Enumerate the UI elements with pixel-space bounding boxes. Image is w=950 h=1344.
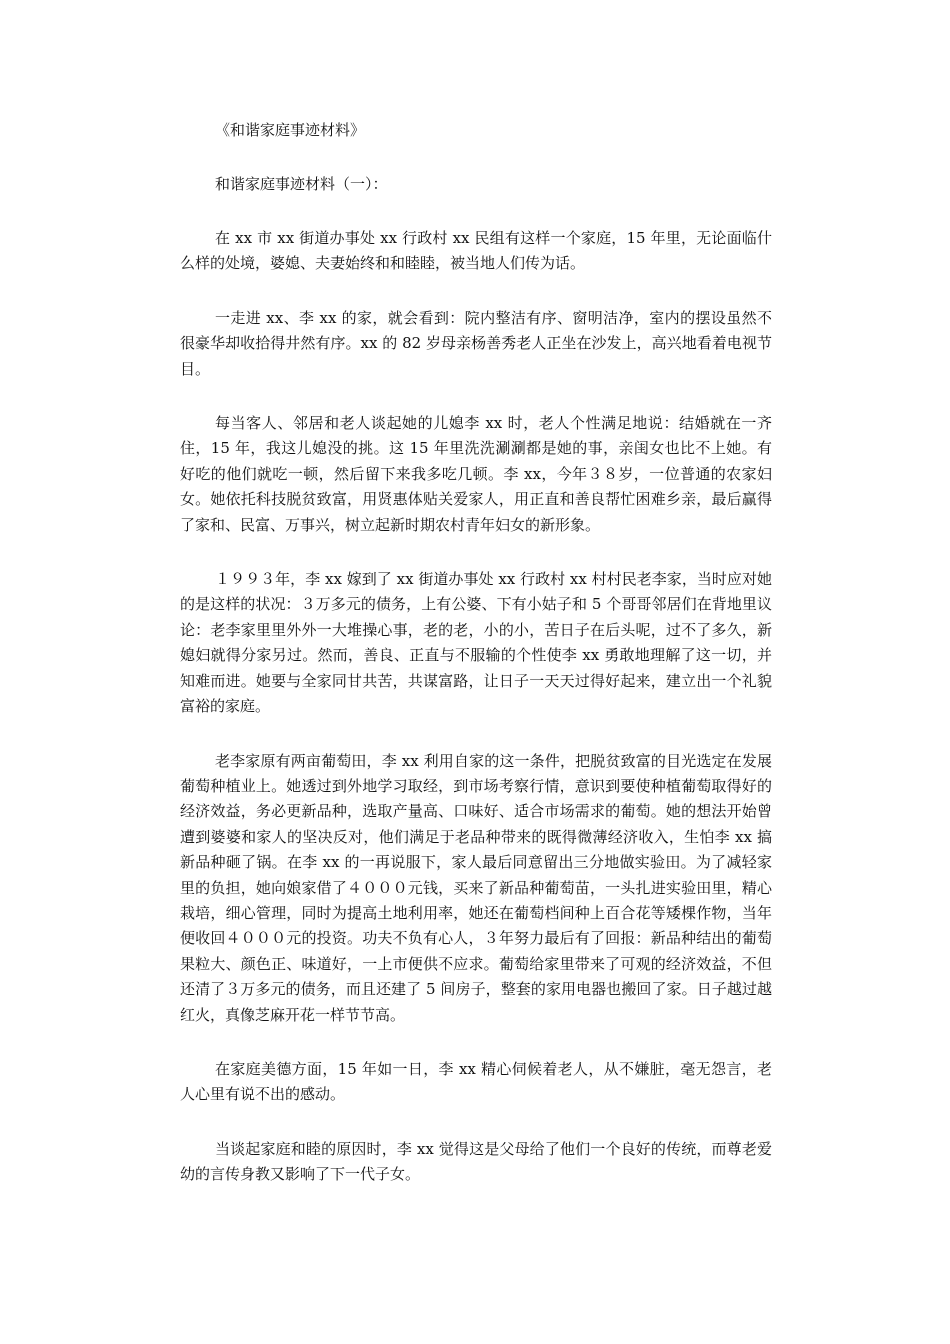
paragraph-5: 老李家原有两亩葡萄田，李 xx 利用自家的这一条件，把脱贫致富的目光选定在发展葡萄种植业上。她透过到外地学习取经，到市场考察行情，意识到要使种植葡萄取得好的经济效益，务必更新品种，选取产量高、口味好、适合市场需求的葡萄。她的想法开始曾遭到婆婆和家人的坚决反对，他们满足于老品种带来的既得微薄经济收入，生怕李 xx 搞新品种砸了锅。在李 xx 的一再说服下，家人最后同意留出三分地做实验田。为了减轻家里的负担，她向娘家借了４０００元钱，买来了新品种葡萄苗，一头扎进实验田里，精心栽培，细心管理，同时为提高土地利用率，她还在葡萄档间种上百合花等矮棵作物，当年便收回４０００元的投资。功夫不负有心人，３年努力最后有了回报：新品种结出的葡萄果粒大、颜色正、味道好，一上市便供不应求。葡萄给家里带来了可观的经济效益，不但还清了３万多元的债务，而且还建了 5 间房子，整套的家用电器也搬回了家。日子越过越红火，真像芝麻开花一样节节高。 <box>180 751 772 1024</box>
document-title: 《和谐家庭事迹材料》 <box>215 121 366 139</box>
paragraph-3: 每当客人、邻居和老人谈起她的儿媳李 xx 时，老人个性满足地说：结婚就在一齐住，15 年，我这儿媳没的挑。这 15 年里洗洗涮涮都是她的事，亲闺女也比不上她。有好吃的他们就吃一顿，然后留下来我多吃几顿。李 xx，今年３８岁，一位普通的农家妇女。她依托科技脱贫致富，用贤惠体贴关爱家人，用正直和善良帮忙困难乡亲，最后赢得了家和、民富、万事兴，树立起新时期农村青年妇女的新形象。 <box>180 414 772 534</box>
paragraph-4: １９９３年，李 xx 嫁到了 xx 街道办事处 xx 行政村 xx 村村民老李家，当时应对她的是这样的状况：３万多元的债务，上有公婆、下有小姑子和 5 个哥哥邻居们在背地里议论：老李家里里外外一大堆操心事，老的老，小的小，苦日子在后头呢，过不了多久，新媳妇就得分家另过。然而，善良、正直与不服输的个性使李 xx 勇敢地理解了这一切，并知难而进。她要与全家同甘共苦，共谋富路，让日子一天天过得好起来，建立出一个礼貌富裕的家庭。 <box>180 570 772 716</box>
document-page <box>180 118 772 1217</box>
document-subtitle: 和谐家庭事迹材料（一）： <box>215 175 388 193</box>
paragraph-7: 当谈起家庭和睦的原因时，李 xx 觉得这是父母给了他们一个良好的传统，而尊老爱幼的言传身教又影响了下一代子女。 <box>180 1139 772 1184</box>
paragraph-1: 在 xx 市 xx 街道办事处 xx 行政村 xx 民组有这样一个家庭，15 年里，无论面临什么样的处境，婆媳、夫妻始终和和睦睦，被当地人们传为话。 <box>180 229 772 273</box>
paragraph-2: 一走进 xx、李 xx 的家，就会看到：院内整洁有序、窗明洁净，室内的摆设虽然不很豪华却收拾得井然有序。xx 的 82 岁母亲杨善秀老人正坐在沙发上，高兴地看着电视节目。 <box>180 308 772 378</box>
paragraph-6: 在家庭美德方面，15 年如一日，李 xx 精心伺候着老人，从不嫌脏，毫无怨言，老人心里有说不出的感动。 <box>180 1059 772 1104</box>
